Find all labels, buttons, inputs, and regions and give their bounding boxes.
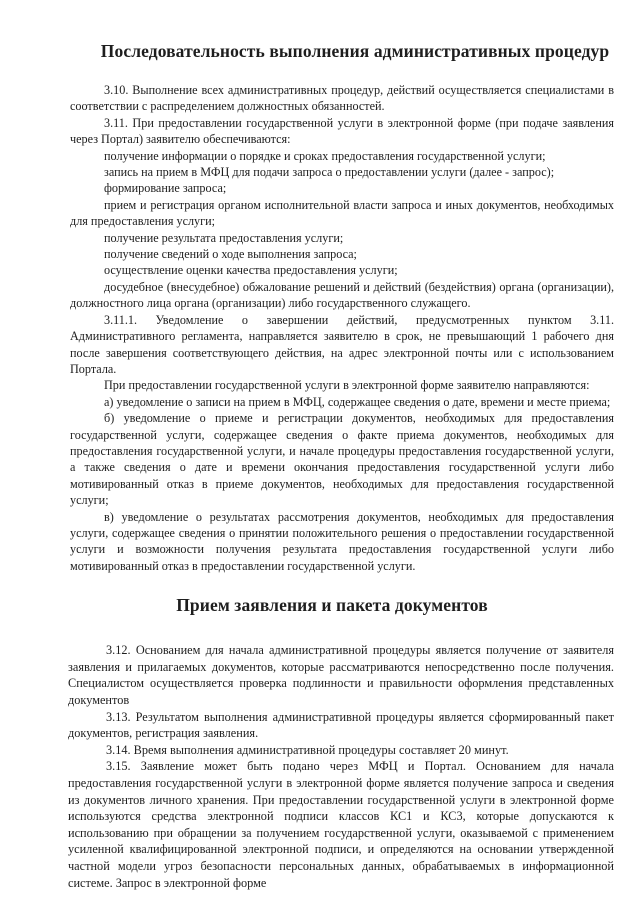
paragraph: а) уведомление о записи на прием в МФЦ, содержащее сведения о дате, времени и месте приема;	[104, 394, 611, 409]
paragraph: досудебное (внесудебное) обжалование решений и действий (бездействия) органа (организации), должностного лица органа (организации) либо государственного служащего.	[70, 279, 614, 311]
paragraph: 3.10. Выполнение всех административных процедур, действий осуществляется специалистами в соответствии с распределением должностных обязанностей.	[70, 83, 614, 114]
paragraph: получение результата предоставления услуги;	[104, 230, 344, 245]
paragraph: запись на прием в МФЦ для подачи запроса о предоставлении услуги (далее - запрос);	[104, 165, 555, 180]
paragraph: получение сведений о ходе выполнения запроса;	[104, 247, 357, 262]
paragraph: 3.11.1. Уведомление о завершении действий, предусмотренных пунктом 3.11. Административного регламента, направляется заявителю в срок, не превышающий 1 рабочего дня после завершения соответствующего действия, на адрес электронной почты или с использованием Портала.	[70, 312, 614, 376]
section-body	[70, 82, 614, 574]
section-body	[68, 642, 614, 891]
paragraph: б) уведомление о приеме и регистрации документов, необходимых для предоставления государственной услуги, содержащее сведения о факте приема документов, необходимых для предоставления государственной услуги, и начале процедуры предоставления государственной услуги, а также сведения о дате и времени окончания предоставления государственной услуги либо мотивированный отказ в приеме документов, необходимых для предоставления государственной услуги;	[70, 411, 614, 508]
paragraph: 3.11. При предоставлении государственной услуги в электронной форме (при подаче заявления через Портал) заявителю обеспечиваются:	[70, 115, 614, 147]
paragraph: осуществление оценки качества предоставления услуги;	[104, 263, 398, 278]
paragraph: 3.15. Заявление может быть подано через МФЦ и Портал. Основанием для начала предоставления государственной услуги в электронной форме является получение запроса и сведения из документов личного хранения. При предоставлении государственной услуги в электронной форме используются средства электронной подписи классов КС1 и КС3, которые допускаются к использованию при обращении за получением государственной услуги, оказываемой с применением усиленной квалифицированной электронной подписи, и определяются на основании утвержденной частной модели угроз безопасности персональных данных, обрабатываемых в информационной системе. Запрос в электронной форме	[68, 759, 614, 890]
paragraph: в) уведомление о результатах рассмотрения документов, необходимых для предоставления услуги, содержащее сведения о принятии положительного решения о предоставлении государственной услуги и возможности получения результата предоставления государственной услуги либо мотивированный отказ в предоставлении государственной услуги.	[70, 509, 614, 573]
paragraph: При предоставлении государственной услуги в электронной форме заявителю направляются:	[104, 378, 590, 393]
paragraph: получение информации о порядке и сроках предоставления государственной услуги;	[104, 148, 546, 163]
section-heading: Последовательность выполнения административных процедур	[100, 41, 610, 61]
paragraph: формирование запроса;	[104, 181, 227, 196]
paragraph: прием и регистрация органом исполнительной власти запроса и иных документов, необходимых для предоставления услуги;	[70, 197, 614, 229]
paragraph: 3.12. Основанием для начала административной процедуры является получение от заявителя заявления и прилагаемых документов, которые рассматриваются непосредственно после получения. Специалистом осуществляется проверка подлинности и правильности оформления представленных документов	[68, 643, 614, 707]
paragraph: 3.14. Время выполнения административной процедуры составляет 20 минут.	[106, 742, 509, 757]
paragraph: 3.13. Результатом выполнения административной процедуры является сформированный пакет документов, регистрация заявления.	[68, 709, 614, 741]
section-heading: Прием заявления и пакета документов	[176, 595, 488, 616]
